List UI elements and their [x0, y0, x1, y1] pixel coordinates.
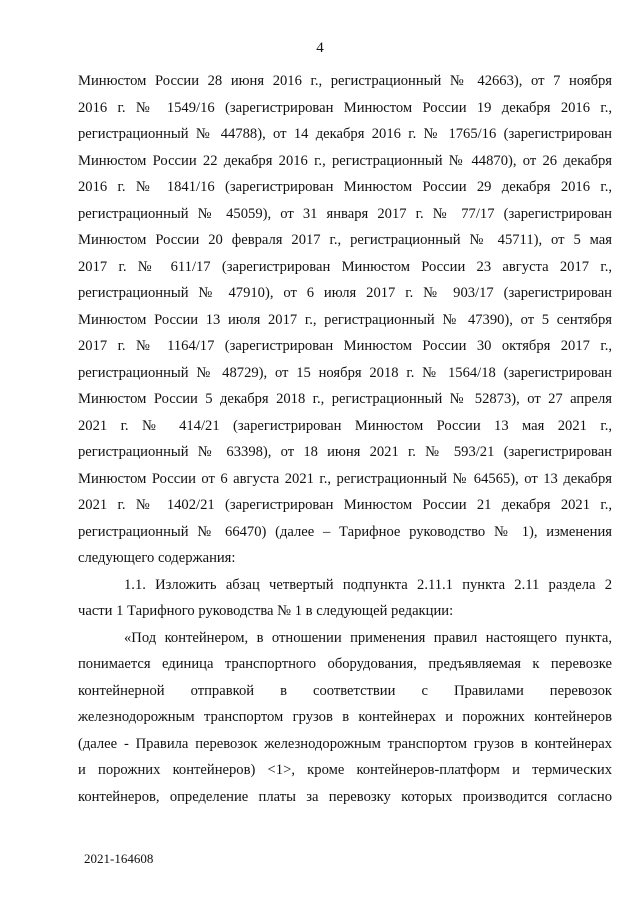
text-line: регистрационный № 48729), от 15 ноября 2018 г. № 1564/18 (зарегистрирован: [78, 364, 612, 381]
text-line: 2016 г. № 1549/16 (зарегистрирован Минюстом России 19 декабря 2016 г.,: [78, 99, 612, 116]
page-number: 4: [316, 40, 324, 56]
text-line: регистрационный № 47910), от 6 июля 2017 г. № 903/17 (зарегистрирован: [78, 285, 612, 301]
text-line: Минюстом России 20 февраля 2017 г., регистрационный № 45711), от 5 мая: [78, 232, 612, 248]
text-line: Минюстом России 13 июля 2017 г., регистрационный № 47390), от 5 сентября: [78, 311, 612, 328]
text-line: понимается единица транспортного оборудования, предъявляемая к перевозке: [78, 656, 612, 672]
text-line: регистрационный № 66470) (далее – Тарифное руководство № 1), изменения: [78, 523, 612, 540]
text-line: контейнеров, определение платы за перевозку которых производится согласно: [78, 788, 612, 805]
text-line: регистрационный № 45059), от 31 января 2017 г. № 77/17 (зарегистрирован: [78, 205, 612, 222]
text-line: Минюстом России от 6 августа 2021 г., регистрационный № 64565), от 13 декабря: [78, 470, 612, 487]
text-line: контейнерной отправкой в соответствии с Правилами перевозок: [78, 682, 612, 699]
text-line: 2017 г. № 1164/17 (зарегистрирован Минюстом России 30 октября 2017 г.,: [78, 338, 612, 354]
text-line: Минюстом России 5 декабря 2018 г., регистрационный № 52873), от 27 апреля: [78, 391, 612, 407]
text-line: регистрационный № 63398), от 18 июня 2021 г. № 593/21 (зарегистрирован: [78, 444, 612, 460]
text-line: (далее - Правила перевозок железнодорожным транспортом грузов в контейнерах: [78, 735, 612, 752]
text-line: 2016 г. № 1841/16 (зарегистрирован Минюстом России 29 декабря 2016 г.,: [78, 179, 612, 195]
text-line: 2021 г. № 1402/21 (зарегистрирован Минюстом России 21 декабря 2021 г.,: [78, 497, 612, 513]
text-line: Минюстом России 28 июня 2016 г., регистрационный № 42663), от 7 ноября: [78, 73, 612, 89]
text-line: Минюстом России 22 декабря 2016 г., регистрационный № 44870), от 26 декабря: [78, 152, 612, 169]
text-line: и порожних контейнеров) <1>, кроме контейнеров-платформ и термических: [78, 762, 612, 778]
text-line: части 1 Тарифного руководства № 1 в следующей редакции:: [78, 603, 454, 619]
text-line: 2017 г. № 611/17 (зарегистрирован Минюстом России 23 августа 2017 г.,: [78, 258, 612, 275]
document-body: [78, 68, 612, 810]
text-line: «Под контейнером, в отношении применения правил настоящего пункта,: [124, 629, 612, 646]
text-line: 2021 г. № 414/21 (зарегистрирован Минюстом России 13 мая 2021 г.,: [78, 417, 612, 434]
text-line: регистрационный № 44788), от 14 декабря 2016 г. № 1765/16 (зарегистрирован: [78, 126, 612, 142]
text-line: 1.1. Изложить абзац четвертый подпункта 2.11.1 пункта 2.11 раздела 2: [124, 576, 612, 593]
text-line: железнодорожным транспортом грузов в контейнерах и порожних контейнеров: [78, 709, 612, 725]
document-code: 2021-164608: [84, 851, 154, 866]
text-line: следующего содержания:: [78, 550, 236, 566]
